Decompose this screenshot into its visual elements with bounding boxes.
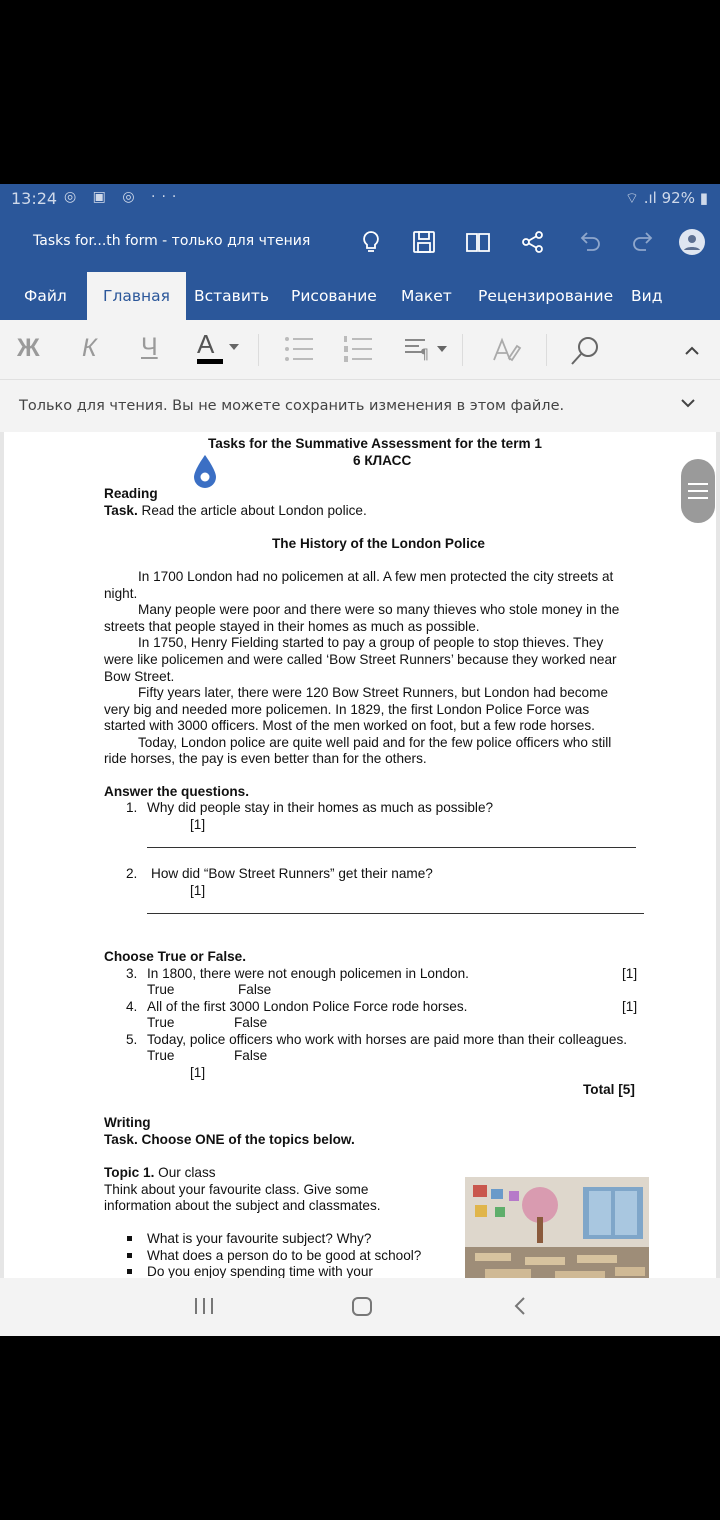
battery-level: 92% bbox=[661, 189, 695, 207]
bullet-item: Do you enjoy spending time with your bbox=[147, 1264, 373, 1278]
article-line: In 1750, Henry Fielding started to pay a group of people to stop thieves. They bbox=[138, 635, 604, 650]
font-color-swatch bbox=[197, 359, 223, 364]
document-title: Tasks for...th form - только для чтения bbox=[33, 233, 311, 249]
classroom-photo bbox=[465, 1177, 649, 1278]
font-color-button[interactable] bbox=[197, 330, 223, 364]
question-number: 5. bbox=[126, 1032, 138, 1047]
article-line: In 1700 London had no policemen at all. A few men protected the city streets at bbox=[138, 569, 614, 584]
question-3-text: In 1800, there were not enough policemen in London. bbox=[147, 966, 469, 981]
tab-draw[interactable]: Рисование bbox=[291, 287, 377, 305]
share-icon[interactable] bbox=[519, 228, 547, 256]
writing-heading: Writing bbox=[104, 1115, 151, 1130]
tab-review[interactable]: Рецензирование bbox=[478, 287, 614, 305]
question-5-text: Today, police officers who work with horses are paid more than their colleagues. bbox=[147, 1032, 628, 1047]
notification-icons: ◎ ▣ ◎ ··· bbox=[64, 189, 183, 205]
formatting-toolbar bbox=[0, 320, 720, 380]
svg-text:¶: ¶ bbox=[420, 347, 429, 363]
readonly-info-bar bbox=[0, 380, 720, 432]
toolbar-divider bbox=[258, 334, 259, 366]
system-navigation-bar bbox=[0, 1278, 720, 1336]
home-icon[interactable] bbox=[351, 1295, 373, 1322]
document-page bbox=[4, 432, 716, 1278]
numbered-list-icon[interactable] bbox=[343, 335, 373, 363]
question-number: 4. bbox=[126, 999, 138, 1014]
question-2-mark: [1] bbox=[190, 883, 206, 898]
topic-1-title: Our class bbox=[158, 1165, 216, 1180]
bullet-item: What does a person do to be good at school? bbox=[147, 1248, 422, 1263]
answer-line-1 bbox=[147, 847, 636, 848]
search-icon[interactable] bbox=[568, 334, 602, 368]
article-line: very big and needed more policemen. In 1829, the first London Police Force was bbox=[104, 702, 590, 717]
question-5-mark: [1] bbox=[190, 1065, 206, 1080]
bullet-item: What is your favourite subject? Why? bbox=[147, 1231, 372, 1246]
question-3-mark: [1] bbox=[622, 966, 638, 981]
tab-file[interactable]: Файл bbox=[24, 287, 67, 305]
ribbon-tabs bbox=[0, 272, 720, 320]
bullet-icon bbox=[127, 1236, 132, 1241]
title-bar bbox=[0, 212, 720, 272]
true-option: True bbox=[147, 982, 175, 997]
grip-line bbox=[688, 497, 708, 499]
reading-task-label: Task. bbox=[104, 503, 138, 518]
question-1-text: Why did people stay in their homes as much as possible? bbox=[147, 800, 494, 815]
paragraph-format-icon[interactable] bbox=[405, 337, 449, 363]
toolbar-divider bbox=[546, 334, 547, 366]
account-avatar-icon[interactable] bbox=[679, 229, 705, 255]
tab-layout[interactable]: Макет bbox=[401, 287, 452, 305]
redo-icon[interactable] bbox=[630, 228, 658, 256]
topic-1-heading bbox=[104, 1164, 216, 1181]
false-option: False bbox=[234, 1048, 268, 1063]
false-option: False bbox=[238, 982, 272, 997]
reading-heading: Reading bbox=[104, 486, 158, 501]
italic-button[interactable]: К bbox=[82, 334, 97, 362]
chevron-down-icon[interactable] bbox=[680, 396, 696, 414]
chevron-down-icon[interactable] bbox=[228, 343, 240, 351]
doc-header-title: Tasks for the Summative Assessment for the term 1 bbox=[208, 436, 542, 451]
reading-task-text: Read the article about London police. bbox=[141, 503, 367, 518]
grip-line bbox=[688, 490, 708, 492]
topic-1-label: Topic 1. bbox=[104, 1165, 155, 1180]
article-title: The History of the London Police bbox=[272, 536, 485, 551]
topic-1-description: information about the subject and classmates. bbox=[104, 1198, 381, 1213]
underline-button[interactable]: Ч bbox=[141, 333, 158, 361]
question-4-text: All of the first 3000 London Police Force rode horses. bbox=[147, 999, 468, 1014]
back-icon[interactable] bbox=[511, 1295, 529, 1322]
bold-button[interactable]: Ж bbox=[17, 334, 40, 362]
document-canvas[interactable] bbox=[0, 432, 720, 1278]
status-bar bbox=[0, 184, 720, 212]
question-number: 2. bbox=[126, 866, 138, 881]
undo-icon[interactable] bbox=[575, 228, 603, 256]
reading-mode-icon[interactable] bbox=[464, 228, 492, 256]
article-line: started with 3000 officers. Most of the men worked on foot, but a few rode horses. bbox=[104, 718, 595, 733]
writing-task: Task. Choose ONE of the topics below. bbox=[104, 1132, 355, 1147]
article-line: Today, London police are quite well paid and for the few police officers who still bbox=[138, 735, 612, 750]
battery-indicator bbox=[625, 189, 708, 208]
doc-header-class: 6 КЛАСС bbox=[353, 453, 412, 468]
answer-heading: Answer the questions. bbox=[104, 784, 250, 799]
question-4-mark: [1] bbox=[622, 999, 638, 1014]
bullet-list-icon[interactable] bbox=[284, 335, 314, 363]
answer-line-2 bbox=[147, 913, 644, 914]
tab-insert[interactable]: Вставить bbox=[194, 287, 270, 305]
styles-icon[interactable] bbox=[490, 334, 522, 366]
article-line: night. bbox=[104, 586, 138, 601]
tab-view[interactable]: Вид bbox=[631, 287, 663, 305]
text-cursor-handle-icon[interactable] bbox=[192, 454, 218, 495]
article-line: ride horses, the pay is even better than for the others. bbox=[104, 751, 427, 766]
tab-home[interactable]: Главная bbox=[87, 272, 186, 320]
question-1-mark: [1] bbox=[190, 817, 206, 832]
true-option: True bbox=[147, 1048, 175, 1063]
toolbar-divider bbox=[462, 334, 463, 366]
bullet-icon bbox=[127, 1269, 132, 1274]
bullet-icon bbox=[127, 1253, 132, 1258]
recent-apps-icon[interactable] bbox=[194, 1295, 214, 1322]
status-time: 13:24 bbox=[11, 189, 58, 208]
true-false-heading: Choose True or False. bbox=[104, 949, 247, 964]
article-line: Fifty years later, there were 120 Bow Street Runners, but London had become bbox=[138, 685, 609, 700]
true-option: True bbox=[147, 1015, 175, 1030]
readonly-message: Только для чтения. Вы не можете сохранить изменения в этом файле. bbox=[19, 398, 565, 414]
wifi-signal-icon: ⌔ .ıl bbox=[624, 189, 662, 207]
collapse-ribbon-icon[interactable] bbox=[684, 344, 700, 356]
article-line: Many people were poor and there were so many thieves who stole money in the bbox=[138, 602, 620, 617]
false-option: False bbox=[234, 1015, 268, 1030]
article-line: Bow Street. bbox=[104, 669, 175, 684]
article-line: streets that people stayed in their homes as much as possible. bbox=[104, 619, 480, 634]
battery-icon: ▮ bbox=[694, 189, 708, 207]
lightbulb-icon[interactable] bbox=[357, 228, 385, 256]
total-score: Total [5] bbox=[583, 1082, 635, 1097]
grip-line bbox=[688, 483, 708, 485]
reading-task bbox=[104, 502, 367, 519]
article-line: were like policemen and were called ‘Bow Street Runners’ because they worked near bbox=[104, 652, 617, 667]
save-icon[interactable] bbox=[410, 228, 438, 256]
question-2-text: How did “Bow Street Runners” get their name? bbox=[151, 866, 433, 881]
question-number: 1. bbox=[126, 800, 138, 815]
font-color-letter: A bbox=[197, 329, 215, 359]
scroll-handle[interactable] bbox=[681, 459, 715, 523]
question-number: 3. bbox=[126, 966, 138, 981]
topic-1-description: Think about your favourite class. Give some bbox=[104, 1182, 369, 1197]
